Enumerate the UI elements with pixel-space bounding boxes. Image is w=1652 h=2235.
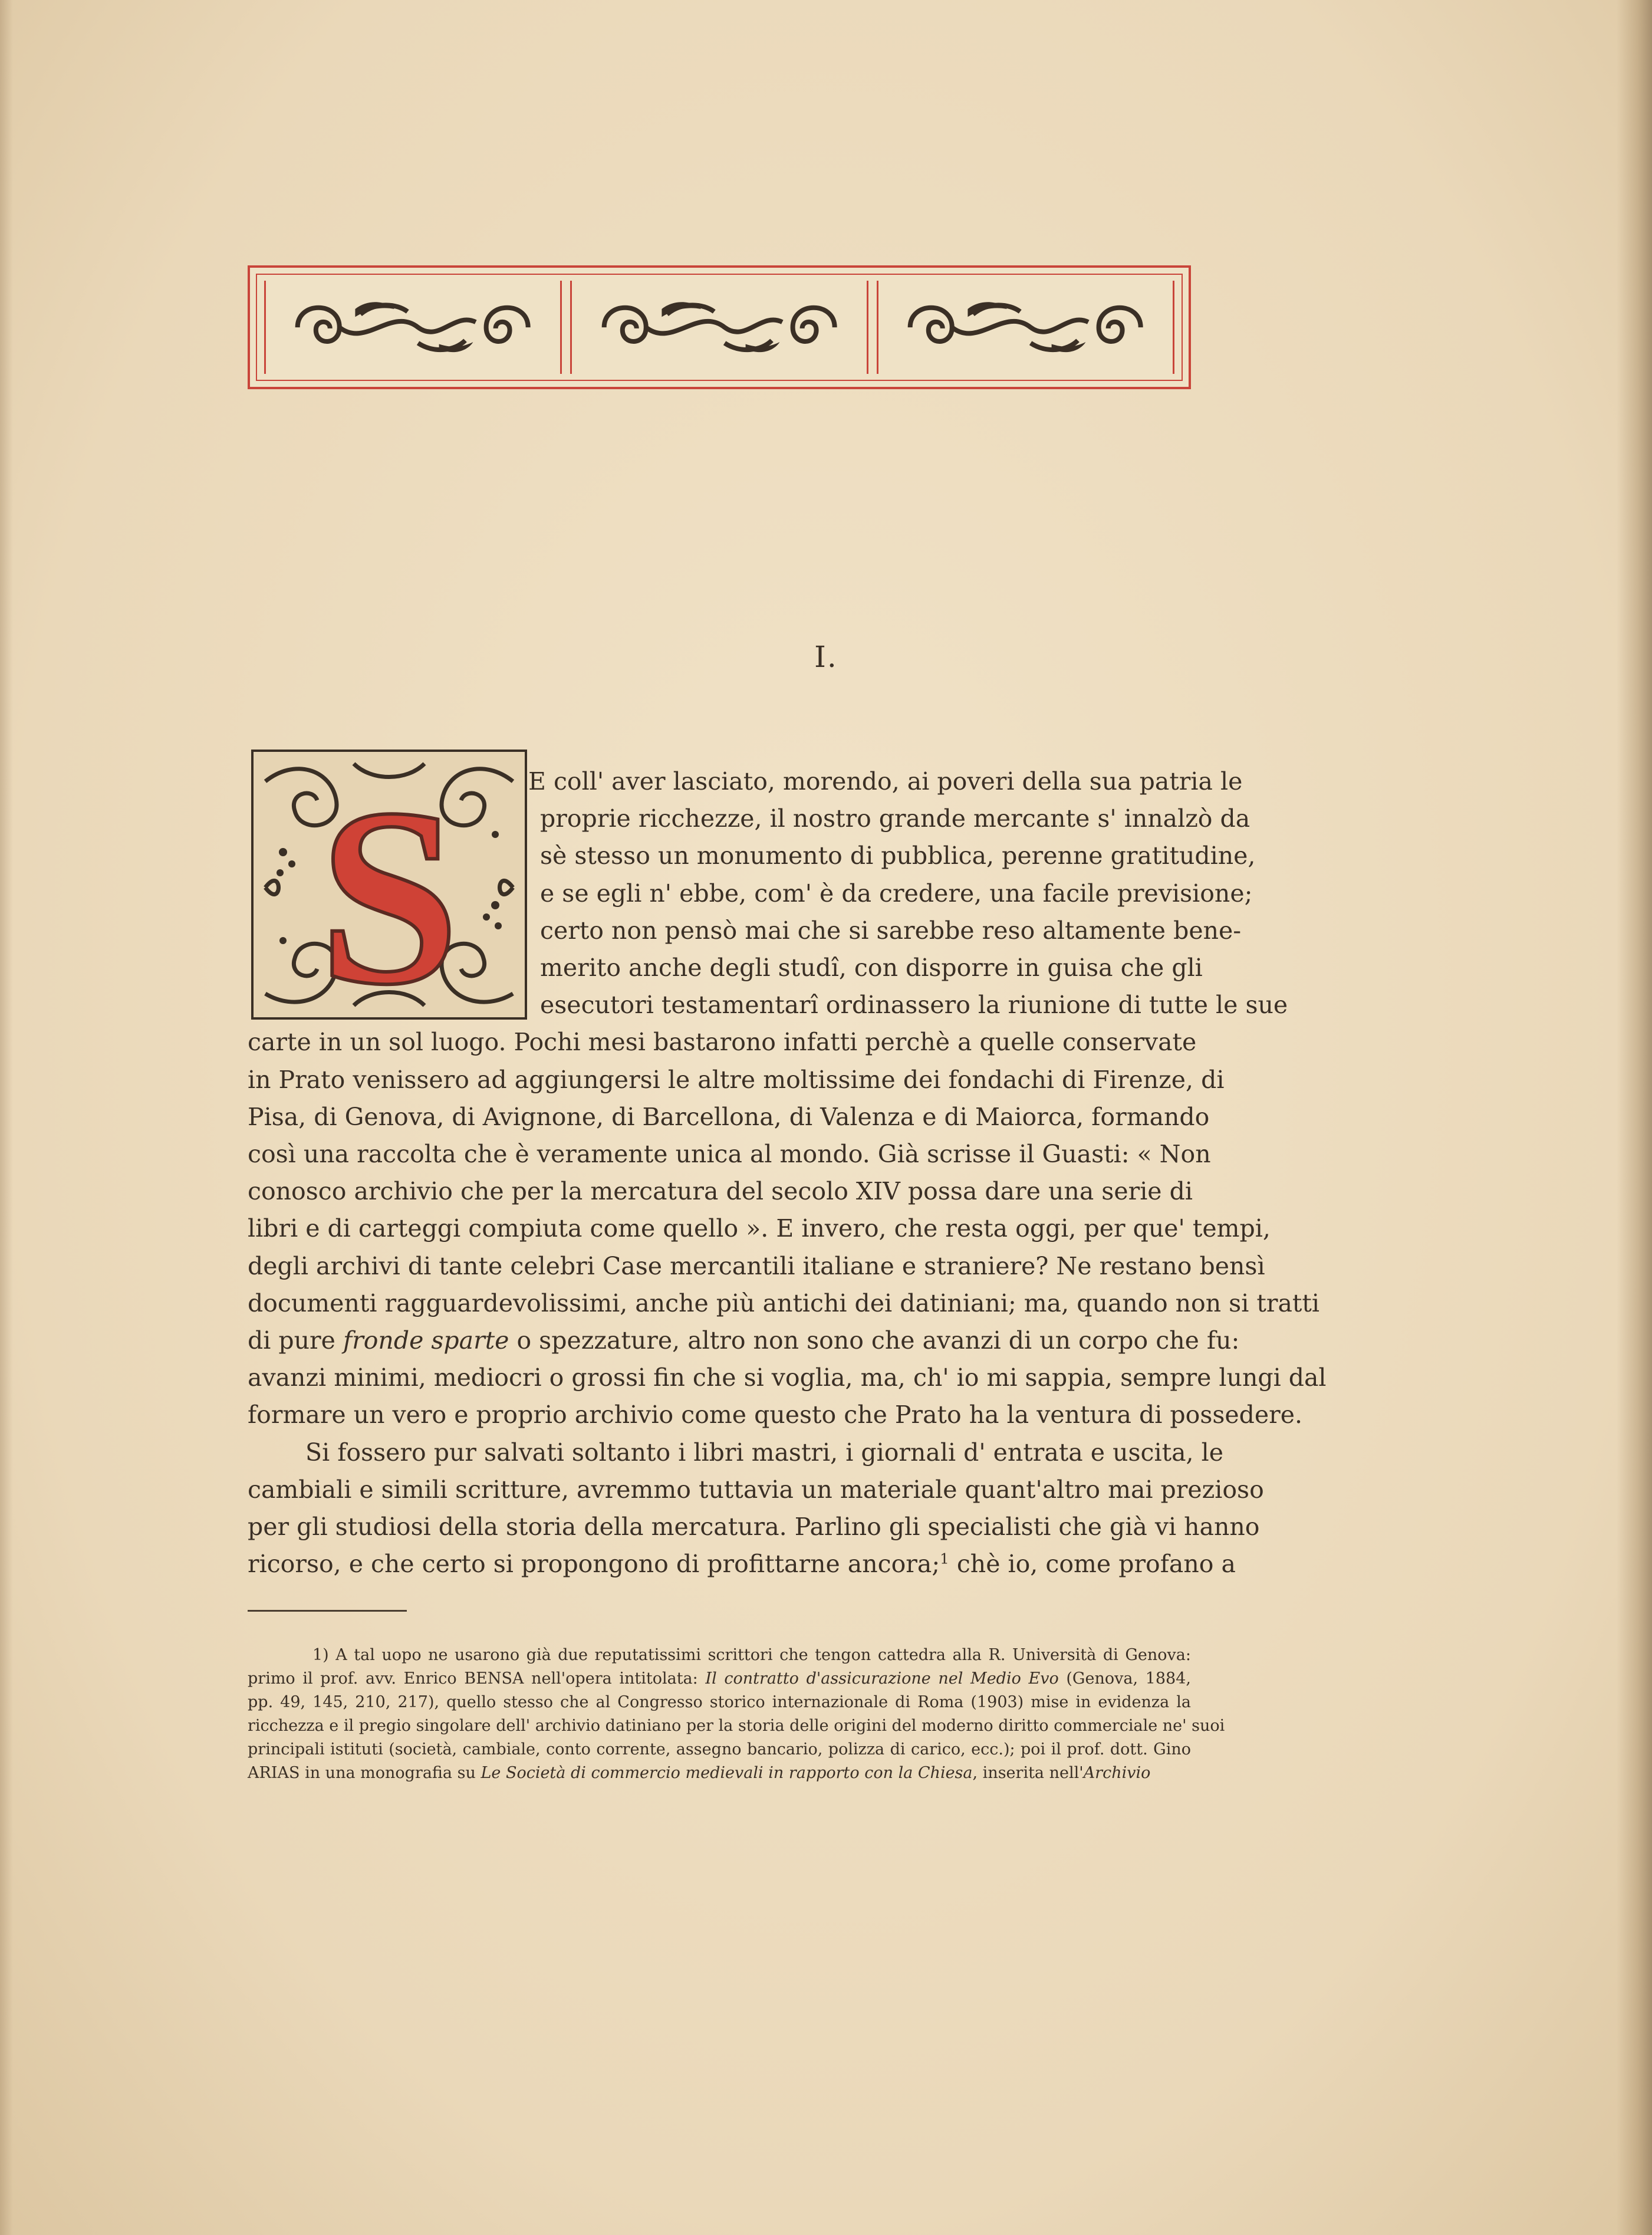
footnote-text: , inserita nell' [972, 1764, 1084, 1782]
footnote-line [248, 1765, 1191, 1781]
footnote-text: principali istituti (società, cambiale, conto corrente, assegno bancario, polizza di carico, ecc.); poi il prof. dott. Gino [248, 1740, 1191, 1759]
footnote-reference: 1 [940, 1550, 949, 1567]
body-line-text: chè io, come profano a [949, 1550, 1236, 1579]
footnote-rule [248, 1610, 407, 1612]
body-line: documenti ragguardevolissimi, anche più antichi dei datiniani; ma, quando non si tratti [248, 1289, 1319, 1317]
body-line: e se egli n' ebbe, com' è da credere, una facile previsione; [540, 879, 1253, 908]
footnote-marker: 1) [312, 1646, 336, 1664]
page-edge-shadow-right [1617, 0, 1652, 2235]
body-line: esecutori testamentarî ordinassero la riunione di tutte le sue [540, 991, 1288, 1020]
italic-title: Archivio [1083, 1764, 1151, 1782]
body-line [248, 1326, 1240, 1355]
body-line: merito anche degli studî, con disporre in guisa che gli [540, 954, 1203, 982]
band-inner-frame [256, 274, 1183, 381]
footnote-text: primo il prof. avv. Enrico BENSA nell'opera intitolata: [248, 1669, 706, 1688]
scroll-ornament-icon [886, 285, 1165, 369]
chapter-number: I. [814, 640, 838, 674]
footnote-text: ricchezza e il pregio singolare dell' archivio datiniano per la storia delle origini del moderno diritto commerciale ne' suoi [248, 1717, 1225, 1735]
body-line: carte in un sol luogo. Pochi mesi bastarono infatti perchè a quelle conservate [248, 1028, 1197, 1057]
ornament-panel-3 [877, 281, 1174, 374]
scroll-ornament-icon [580, 285, 859, 369]
footnote-text: (Genova, 1884, [1058, 1669, 1191, 1688]
ornament-panel-2 [570, 281, 868, 374]
body-line: formare un vero e proprio archivio come questo che Prato ha la ventura di possedere. [248, 1401, 1303, 1429]
foliate-initial-icon [248, 746, 531, 1023]
decorated-drop-cap [248, 746, 531, 1023]
body-line: così una raccolta che è veramente unica al mondo. Già scrisse il Guasti: « Non [248, 1140, 1211, 1168]
drop-cap-letter: S [318, 757, 460, 1023]
scroll-ornament-icon [273, 285, 552, 369]
italic-phrase: fronde sparte [343, 1326, 509, 1355]
body-line: sè stesso un monumento di pubblica, perenne gratitudine, [540, 842, 1256, 870]
body-line: conosco archivio che per la mercatura del secolo XIV possa dare una serie di [248, 1177, 1193, 1206]
footnote-line [248, 1717, 1225, 1735]
body-line: Pisa, di Genova, di Avignone, di Barcellona, di Valenza e di Maiorca, formando [248, 1102, 1210, 1131]
body-line: Si fossero pur salvati soltanto i libri mastri, i giornali d' entrata e uscita, le [305, 1438, 1223, 1467]
body-line: cambiali e simili scritture, avremmo tuttavia un materiale quant'altro mai prezioso [248, 1475, 1264, 1504]
italic-title: Le Società di commercio medievali in rapporto con la Chiesa [481, 1764, 973, 1782]
body-line: in Prato venissero ad aggiungersi le altre moltissime dei fondachi di Firenze, di [248, 1065, 1225, 1094]
ornament-panel-1 [264, 281, 562, 374]
body-line [248, 1550, 1236, 1579]
footnote-text: ARIAS in una monografia su [248, 1764, 481, 1782]
footnote-line [248, 1694, 1191, 1710]
page-edge-shadow-left [0, 0, 13, 2235]
body-line: certo non pensò mai che si sarebbe reso altamente bene- [540, 916, 1242, 945]
body-line: E coll' aver lasciato, morendo, ai poveri della sua patria le [528, 767, 1243, 796]
italic-title: Il contratto d'assicurazione nel Medio Evo [705, 1669, 1059, 1688]
body-line-text: o spezzature, altro non sono che avanzi di un corpo che fu: [509, 1326, 1240, 1355]
body-line-text: di pure [248, 1326, 343, 1355]
body-line: proprie ricchezze, il nostro grande mercante s' innalzò da [540, 804, 1250, 833]
body-line: degli archivi di tante celebri Case mercantili italiane e straniere? Ne restano bensì [248, 1251, 1265, 1280]
ornamental-header-band [248, 265, 1191, 389]
footnote-text: A tal uopo ne usarono già due reputatissimi scrittori che tengon cattedra alla R. Università di Genova: [335, 1646, 1191, 1664]
footnote-line [248, 1741, 1191, 1757]
body-line: per gli studiosi della storia della mercatura. Parlino gli specialisti che già vi hanno [248, 1513, 1260, 1541]
body-line: avanzi minimi, mediocri o grossi fin che si voglia, ma, ch' io mi sappia, sempre lungi dal [248, 1363, 1327, 1392]
body-line: libri e di carteggi compiuta come quello ». E invero, che resta oggi, per que' tempi, [248, 1214, 1271, 1243]
body-line-text: ricorso, e che certo si propongono di profittarne ancora; [248, 1550, 940, 1579]
footnote-line [248, 1671, 1191, 1687]
footnote-line [312, 1647, 1191, 1663]
footnote-text: pp. 49, 145, 210, 217), quello stesso che al Congresso storico internazionale di Roma (1903) mise in evidenza la [248, 1693, 1191, 1711]
